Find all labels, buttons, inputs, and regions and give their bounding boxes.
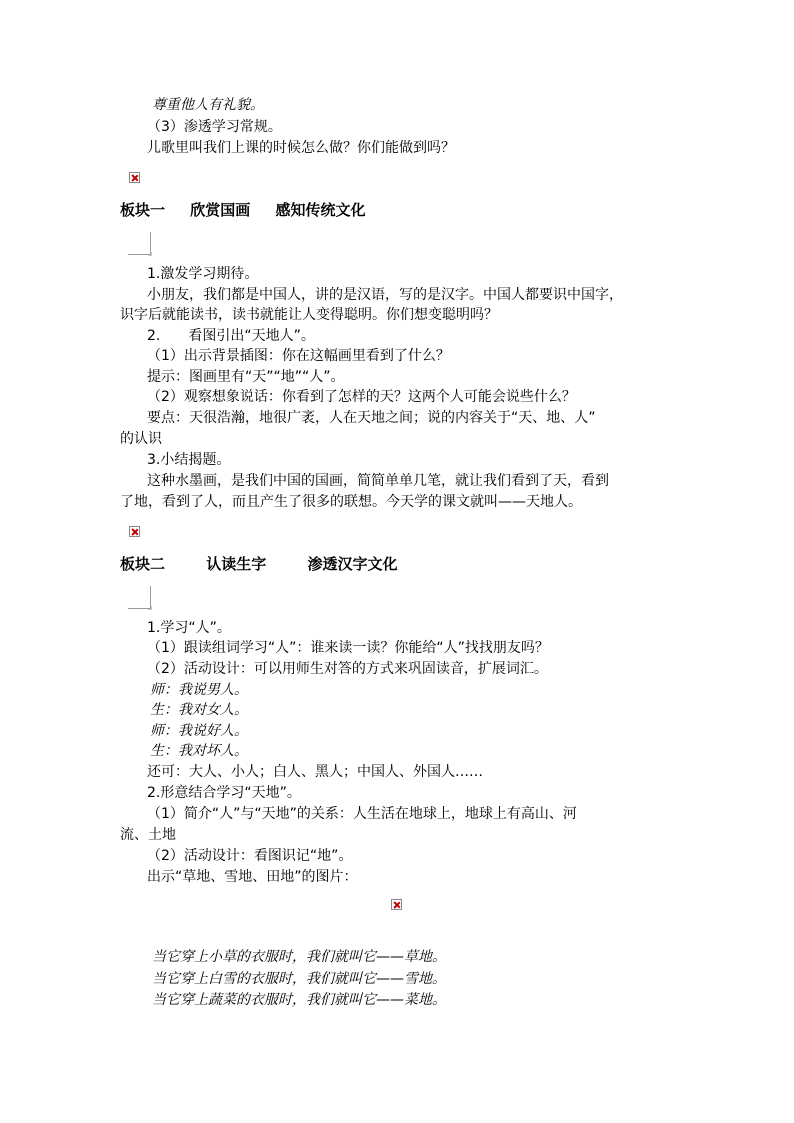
- dialogue-line: 师：我说男人。: [150, 682, 248, 698]
- text-line: 了地，看到了人，而且产生了很多的联想。今天学的课文就叫——天地人。: [120, 494, 582, 510]
- text-line: 儿歌里叫我们上课的时候怎么做？你们能做到吗？: [147, 140, 455, 156]
- poem-line: 当它穿上小草的衣服时，我们就叫它——草地。: [152, 949, 446, 965]
- text-line: 2. 看图引出“天地人”。: [147, 328, 315, 344]
- broken-image-icon: [391, 899, 402, 910]
- text-line: 1.学习“人”。: [147, 620, 231, 636]
- text-line: （3）渗透学习常规。: [147, 119, 282, 135]
- text-line: 提示：图画里有“天”“地”“人”。: [147, 369, 345, 385]
- section-title: 认读生字: [206, 555, 267, 573]
- text-line: 识字后就能读书，读书就能让人变得聪明。你们想变聪明吗？: [120, 307, 498, 323]
- text-box-corner-mark: [128, 586, 151, 609]
- text-box-corner-mark: [128, 232, 151, 255]
- poem-line: 当它穿上白雪的衣服时，我们就叫它——雪地。: [152, 971, 446, 987]
- dialogue-line: 师：我说好人。: [150, 723, 248, 739]
- section-part-label: 板块一: [120, 201, 166, 219]
- text-line: 1.激发学习期待。: [147, 266, 259, 282]
- text-line: 的认识: [120, 431, 162, 447]
- text-line: 要点：天很浩瀚，地很广袤，人在天地之间；说的内容关于“天、地、人”: [147, 410, 596, 426]
- dialogue-line: 生：我对坏人。: [150, 743, 248, 759]
- text-line: 流、土地: [120, 827, 176, 843]
- text-line: （1）出示背景插图：你在这幅画里看到了什么？: [147, 348, 450, 364]
- section-part-label: 板块二: [120, 555, 166, 573]
- section-title: 欣赏国画: [190, 201, 251, 219]
- text-line: （2）活动设计：可以用师生对答的方式来巩固读音，扩展词汇。: [147, 661, 548, 677]
- section-heading-2: [120, 555, 398, 573]
- text-line: （2）观察想象说话：你看到了怎样的天？这两个人可能会说些什么？: [147, 389, 576, 405]
- text-line: 这种水墨画，是我们中国的国画，简简单单几笔，就让我们看到了天，看到: [147, 473, 609, 489]
- text-line: 尊重他人有礼貌。: [152, 97, 264, 113]
- section-heading-1: [120, 201, 366, 219]
- poem-line: 当它穿上蔬菜的衣服时，我们就叫它——菜地。: [152, 992, 446, 1008]
- section-subtitle: 感知传统文化: [275, 201, 366, 219]
- text-line: 小朋友，我们都是中国人，讲的是汉语，写的是汉字。中国人都要识中国字，: [147, 287, 623, 303]
- text-line: （1）简介“人”与“天地”的关系：人生活在地球上，地球上有高山、河: [147, 806, 577, 822]
- broken-image-icon: [129, 526, 140, 537]
- broken-image-icon: [129, 172, 140, 183]
- text-line: 3.小结揭题。: [147, 452, 231, 468]
- section-subtitle: 渗透汉字文化: [307, 555, 398, 573]
- text-line: （1）跟读组词学习“人”：谁来读一读？你能给“人”找找朋友吗？: [147, 640, 549, 656]
- text-line: 2.形意结合学习“天地”。: [147, 785, 301, 801]
- text-line: 出示“草地、雪地、田地”的图片：: [147, 869, 358, 885]
- text-line: （2）活动设计：看图识记“地”。: [147, 848, 353, 864]
- text-line: 还可：大人、小人；白人、黑人；中国人、外国人……: [147, 764, 483, 780]
- dialogue-line: 生：我对女人。: [150, 702, 248, 718]
